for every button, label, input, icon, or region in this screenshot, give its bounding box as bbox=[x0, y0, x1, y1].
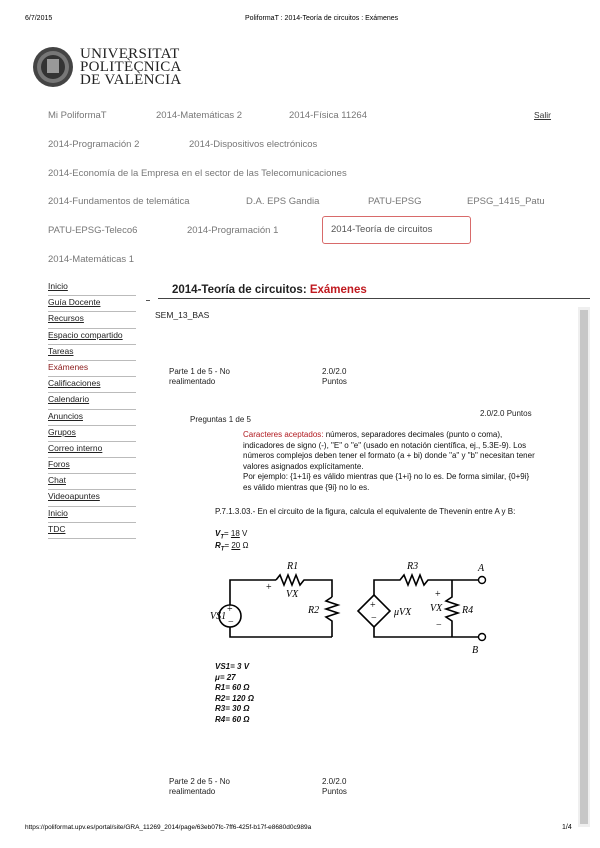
part1-score: 2.0/2.0 Puntos bbox=[322, 367, 347, 386]
svg-text:−: − bbox=[228, 617, 234, 628]
menu-correo-interno[interactable]: Correo interno bbox=[48, 442, 136, 458]
svg-text:+: + bbox=[370, 600, 376, 611]
tab-matematicas-2[interactable]: 2014-Matemáticas 2 bbox=[156, 110, 243, 121]
r2-label: R2 bbox=[308, 605, 320, 616]
tab-dispositivos[interactable]: 2014-Dispositivos electrónicos bbox=[189, 139, 318, 150]
menu-calendario[interactable]: Calendario bbox=[48, 393, 136, 409]
vx-label-right: VX bbox=[430, 603, 443, 614]
menu-espacio-compartido[interactable]: Espacio compartido bbox=[48, 329, 136, 345]
scrollbar-thumb[interactable] bbox=[580, 310, 588, 824]
tab-fundamentos-telematica[interactable]: 2014-Fundamentos de telemática bbox=[48, 196, 190, 207]
tab-epsg-1415-patu[interactable]: EPSG_1415_Patu bbox=[467, 196, 545, 207]
menu-tareas[interactable]: Tareas bbox=[48, 345, 136, 361]
rt-value[interactable]: 20 bbox=[231, 541, 241, 550]
menu-grupos[interactable]: Grupos bbox=[48, 426, 136, 442]
vx-label: VX bbox=[286, 589, 299, 600]
print-url: https://poliformat.upv.es/portal/site/GRA_11269_2014/page/63eb07fc-7ff6-425f-b17f-e8680d0c989a bbox=[25, 824, 312, 831]
given-data: VS1= 3 V μ= 27 R1= 60 Ω R2= 120 Ω R3= 30 Ω R4= 60 Ω bbox=[215, 662, 254, 724]
menu-videoapuntes[interactable]: Videoapuntes bbox=[48, 490, 136, 506]
tab-programacion-1[interactable]: 2014-Programación 1 bbox=[187, 225, 279, 236]
svg-text:+: + bbox=[227, 604, 233, 615]
menu-inicio-2[interactable]: Inicio bbox=[48, 507, 136, 523]
menu-guia-docente[interactable]: Guía Docente bbox=[48, 296, 136, 312]
page-title: 2014-Teoría de circuitos: Exámenes bbox=[172, 284, 367, 296]
rt-answer: $R_T= 20$ Ω bbox=[215, 541, 249, 553]
menu-inicio[interactable]: Inicio bbox=[48, 280, 136, 296]
tab-matematicas-1[interactable]: 2014-Matemáticas 1 bbox=[48, 254, 135, 265]
menu-recursos[interactable]: Recursos bbox=[48, 312, 136, 328]
menu-anuncios[interactable]: Anuncios bbox=[48, 410, 136, 426]
question-statement: P.7.1.3.03.- En el circuito de la figura, calcula el equivalente de Thevenin entre A y B: bbox=[215, 507, 516, 516]
university-logo-text: UNIVERSITAT POLITÈCNICA DE VALÈNCIA bbox=[80, 46, 182, 88]
tab-patu-epsg[interactable]: PATU-EPSG bbox=[368, 196, 422, 207]
scrollbar-track[interactable] bbox=[578, 307, 590, 827]
menu-examenes[interactable]: Exámenes bbox=[48, 361, 136, 377]
vs1-label: VS1 bbox=[210, 611, 227, 622]
r1-label: R1 bbox=[287, 561, 299, 572]
tab-economia[interactable]: 2014-Economía de la Empresa en el sector de las Telecomunicaciones bbox=[48, 168, 347, 179]
vt-answer: $V_T= 18$ V bbox=[215, 529, 248, 541]
dependent-source-label: μVX bbox=[394, 607, 412, 618]
node-b-label: B bbox=[472, 645, 479, 655]
example-note: Por ejemplo: {1+1i} es válido mientras que {1+i} no lo es. De forma similar, {0+9i} es válido mientras que {9i} no lo es. bbox=[243, 472, 530, 492]
menu-tdc[interactable]: TDC bbox=[48, 523, 136, 539]
tab-teoria-circuitos[interactable]: 2014-Teoría de circuitos bbox=[322, 216, 471, 244]
upv-seal-icon bbox=[32, 44, 74, 90]
menu-foros[interactable]: Foros bbox=[48, 458, 136, 474]
exam-name: SEM_13_BAS bbox=[155, 310, 210, 320]
print-title: PoliformaT : 2014-Teoría de circuitos : Exámenes bbox=[245, 15, 399, 22]
menu-calificaciones[interactable]: Calificaciones bbox=[48, 377, 136, 393]
question-header: Preguntas 1 de 5 bbox=[190, 415, 251, 424]
menu-collapse-handle[interactable] bbox=[146, 300, 150, 301]
menu-chat[interactable]: Chat bbox=[48, 474, 136, 490]
svg-text:+: + bbox=[435, 589, 441, 600]
print-date: 6/7/2015 bbox=[25, 15, 53, 22]
tab-da-eps-gandia[interactable]: D.A. EPS Gandia bbox=[246, 196, 320, 207]
tab-programacion-2[interactable]: 2014-Programación 2 bbox=[48, 139, 140, 150]
question-points: 2.0/2.0 Puntos bbox=[480, 409, 532, 418]
salir-link[interactable]: Salir bbox=[534, 110, 552, 120]
svg-text:+: + bbox=[266, 582, 272, 593]
svg-text:−: − bbox=[436, 620, 442, 631]
r3-label: R3 bbox=[407, 561, 419, 572]
vt-value[interactable]: 18 bbox=[230, 529, 240, 538]
title-divider bbox=[158, 298, 590, 299]
circuit-diagram bbox=[210, 555, 500, 655]
accepted-characters-note: Caracteres aceptados: números, separadores decimales (punto o coma), indicadores de signo (-), "E" o "e" (usado en notación científica, ej., 5.3E-9). Los números complejos deben tener el formato (a + bi) donde "a" y "b" necesitan tener valores asignados explícitamente. bbox=[243, 430, 535, 471]
tool-menu bbox=[48, 280, 136, 539]
part2-score: 2.0/2.0 Puntos bbox=[322, 777, 347, 796]
tab-fisica[interactable]: 2014-Física 11264 bbox=[289, 110, 367, 121]
svg-text:−: − bbox=[371, 613, 377, 624]
part1-label: Parte 1 de 5 - No realimentado bbox=[169, 367, 230, 386]
part2-label: Parte 2 de 5 - No realimentado bbox=[169, 777, 230, 796]
node-a-label: A bbox=[478, 563, 485, 574]
tab-mi-poliformat[interactable]: Mi PoliformaT bbox=[48, 110, 107, 121]
tab-patu-epsg-teleco6[interactable]: PATU-EPSG-Teleco6 bbox=[48, 225, 138, 236]
r4-label: R4 bbox=[462, 605, 474, 616]
print-page-number: 1/4 bbox=[562, 824, 572, 831]
